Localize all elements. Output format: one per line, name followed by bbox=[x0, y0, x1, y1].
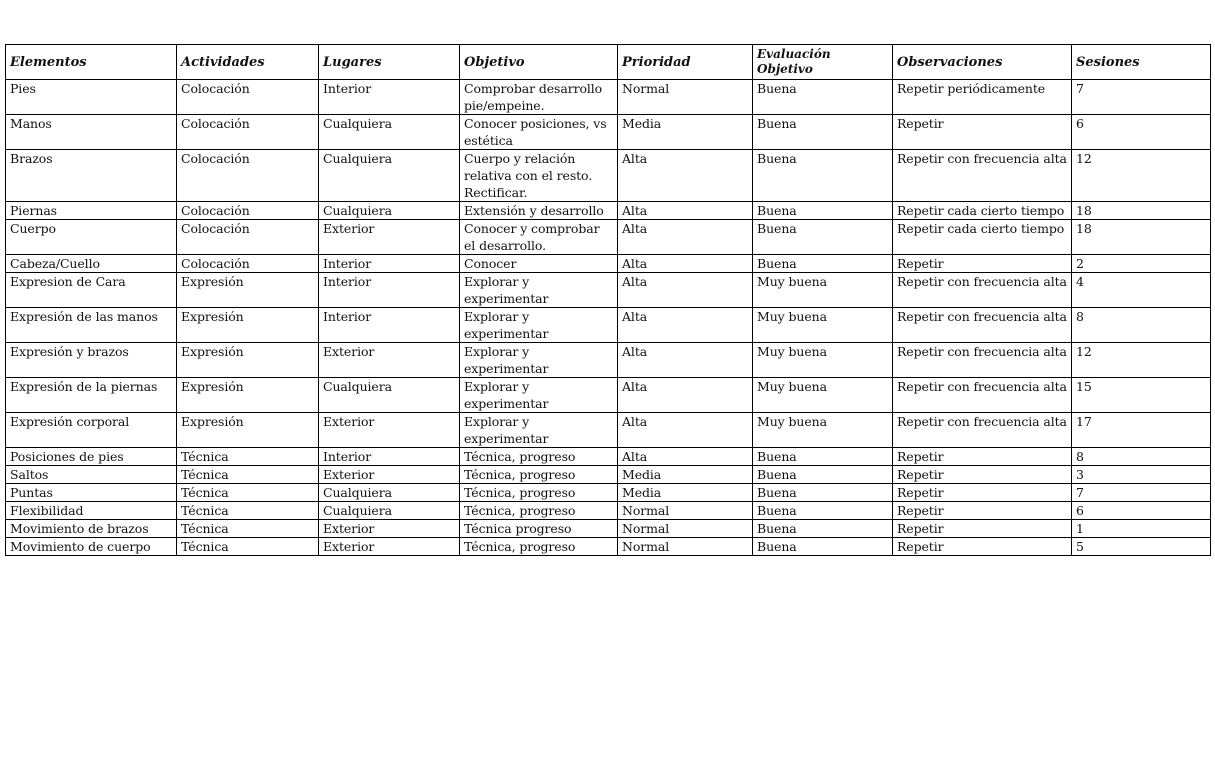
cell-elemento: Pies bbox=[6, 80, 177, 115]
cell-observaciones: Repetir con frecuencia alta bbox=[893, 378, 1072, 413]
cell-actividad: Técnica bbox=[177, 466, 319, 484]
cell-prioridad: Alta bbox=[618, 448, 753, 466]
cell-objetivo: Extensión y desarrollo bbox=[460, 202, 618, 220]
cell-evaluacion: Buena bbox=[753, 80, 893, 115]
cell-objetivo: Explorar y experimentar bbox=[460, 413, 618, 448]
cell-lugar: Interior bbox=[319, 255, 460, 273]
cell-evaluacion: Buena bbox=[753, 448, 893, 466]
table-row bbox=[6, 150, 1211, 202]
cell-evaluacion: Buena bbox=[753, 202, 893, 220]
cell-objetivo: Explorar y experimentar bbox=[460, 343, 618, 378]
cell-elemento: Saltos bbox=[6, 466, 177, 484]
cell-lugar: Cualquiera bbox=[319, 150, 460, 202]
cell-sesiones: 7 bbox=[1072, 484, 1211, 502]
cell-prioridad: Alta bbox=[618, 308, 753, 343]
cell-actividad: Técnica bbox=[177, 520, 319, 538]
sessions-table bbox=[5, 44, 1211, 556]
cell-actividad: Técnica bbox=[177, 502, 319, 520]
cell-sesiones: 17 bbox=[1072, 413, 1211, 448]
table-row bbox=[6, 273, 1211, 308]
cell-evaluacion: Muy buena bbox=[753, 378, 893, 413]
cell-prioridad: Media bbox=[618, 466, 753, 484]
cell-elemento: Brazos bbox=[6, 150, 177, 202]
cell-prioridad: Alta bbox=[618, 150, 753, 202]
cell-sesiones: 5 bbox=[1072, 538, 1211, 556]
cell-prioridad: Alta bbox=[618, 413, 753, 448]
cell-elemento: Piernas bbox=[6, 202, 177, 220]
cell-elemento: Posiciones de pies bbox=[6, 448, 177, 466]
cell-objetivo: Explorar y experimentar bbox=[460, 378, 618, 413]
table-row bbox=[6, 378, 1211, 413]
cell-actividad: Colocación bbox=[177, 115, 319, 150]
cell-actividad: Expresión bbox=[177, 273, 319, 308]
header-elementos: Elementos bbox=[6, 45, 177, 80]
cell-actividad: Colocación bbox=[177, 150, 319, 202]
cell-elemento: Movimiento de brazos bbox=[6, 520, 177, 538]
cell-observaciones: Repetir bbox=[893, 255, 1072, 273]
table-row bbox=[6, 484, 1211, 502]
cell-sesiones: 18 bbox=[1072, 220, 1211, 255]
table-row bbox=[6, 80, 1211, 115]
cell-prioridad: Media bbox=[618, 115, 753, 150]
cell-lugar: Interior bbox=[319, 308, 460, 343]
cell-objetivo: Técnica, progreso bbox=[460, 466, 618, 484]
cell-observaciones: Repetir con frecuencia alta bbox=[893, 343, 1072, 378]
cell-actividad: Colocación bbox=[177, 80, 319, 115]
cell-objetivo: Cuerpo y relación relativa con el resto. Rectificar. bbox=[460, 150, 618, 202]
cell-observaciones: Repetir con frecuencia alta bbox=[893, 273, 1072, 308]
table-row bbox=[6, 466, 1211, 484]
cell-evaluacion: Muy buena bbox=[753, 273, 893, 308]
cell-sesiones: 6 bbox=[1072, 502, 1211, 520]
cell-lugar: Cualquiera bbox=[319, 502, 460, 520]
cell-observaciones: Repetir bbox=[893, 115, 1072, 150]
cell-prioridad: Normal bbox=[618, 502, 753, 520]
cell-prioridad: Alta bbox=[618, 202, 753, 220]
header-evaluacion-objetivo: Evaluación Objetivo bbox=[753, 45, 893, 80]
cell-evaluacion: Muy buena bbox=[753, 308, 893, 343]
cell-sesiones: 15 bbox=[1072, 378, 1211, 413]
cell-prioridad: Normal bbox=[618, 520, 753, 538]
cell-evaluacion: Buena bbox=[753, 115, 893, 150]
cell-lugar: Interior bbox=[319, 273, 460, 308]
table-row bbox=[6, 308, 1211, 343]
cell-prioridad: Alta bbox=[618, 220, 753, 255]
cell-evaluacion: Muy buena bbox=[753, 343, 893, 378]
cell-elemento: Movimiento de cuerpo bbox=[6, 538, 177, 556]
header-row bbox=[6, 45, 1211, 80]
cell-observaciones: Repetir cada cierto tiempo bbox=[893, 220, 1072, 255]
cell-lugar: Cualquiera bbox=[319, 484, 460, 502]
cell-objetivo: Técnica, progreso bbox=[460, 448, 618, 466]
cell-sesiones: 4 bbox=[1072, 273, 1211, 308]
cell-lugar: Exterior bbox=[319, 466, 460, 484]
cell-prioridad: Alta bbox=[618, 378, 753, 413]
cell-observaciones: Repetir bbox=[893, 538, 1072, 556]
cell-elemento: Expresión de la piernas bbox=[6, 378, 177, 413]
cell-evaluacion: Buena bbox=[753, 484, 893, 502]
cell-lugar: Cualquiera bbox=[319, 202, 460, 220]
cell-objetivo: Técnica progreso bbox=[460, 520, 618, 538]
cell-elemento: Expresión y brazos bbox=[6, 343, 177, 378]
cell-observaciones: Repetir con frecuencia alta bbox=[893, 150, 1072, 202]
cell-lugar: Exterior bbox=[319, 520, 460, 538]
cell-observaciones: Repetir cada cierto tiempo bbox=[893, 202, 1072, 220]
header-objetivo: Objetivo bbox=[460, 45, 618, 80]
cell-elemento: Expresión de las manos bbox=[6, 308, 177, 343]
cell-observaciones: Repetir bbox=[893, 520, 1072, 538]
cell-sesiones: 12 bbox=[1072, 150, 1211, 202]
table-row bbox=[6, 502, 1211, 520]
cell-lugar: Exterior bbox=[319, 220, 460, 255]
cell-elemento: Expresión corporal bbox=[6, 413, 177, 448]
cell-lugar: Interior bbox=[319, 80, 460, 115]
cell-lugar: Exterior bbox=[319, 538, 460, 556]
cell-evaluacion: Buena bbox=[753, 255, 893, 273]
cell-evaluacion: Buena bbox=[753, 502, 893, 520]
header-prioridad: Prioridad bbox=[618, 45, 753, 80]
cell-objetivo: Conocer bbox=[460, 255, 618, 273]
cell-evaluacion: Buena bbox=[753, 220, 893, 255]
cell-actividad: Expresión bbox=[177, 343, 319, 378]
cell-elemento: Cabeza/Cuello bbox=[6, 255, 177, 273]
cell-observaciones: Repetir bbox=[893, 502, 1072, 520]
cell-evaluacion: Muy buena bbox=[753, 413, 893, 448]
cell-objetivo: Comprobar desarrollo pie/empeine. bbox=[460, 80, 618, 115]
table-row bbox=[6, 343, 1211, 378]
cell-sesiones: 3 bbox=[1072, 466, 1211, 484]
table-row bbox=[6, 202, 1211, 220]
cell-actividad: Técnica bbox=[177, 448, 319, 466]
cell-objetivo: Conocer y comprobar el desarrollo. bbox=[460, 220, 618, 255]
table-row bbox=[6, 220, 1211, 255]
cell-lugar: Exterior bbox=[319, 413, 460, 448]
cell-elemento: Expresion de Cara bbox=[6, 273, 177, 308]
cell-lugar: Exterior bbox=[319, 343, 460, 378]
cell-objetivo: Técnica, progreso bbox=[460, 502, 618, 520]
cell-observaciones: Repetir bbox=[893, 466, 1072, 484]
cell-sesiones: 8 bbox=[1072, 308, 1211, 343]
cell-observaciones: Repetir con frecuencia alta bbox=[893, 308, 1072, 343]
cell-sesiones: 1 bbox=[1072, 520, 1211, 538]
cell-actividad: Técnica bbox=[177, 538, 319, 556]
cell-objetivo: Explorar y experimentar bbox=[460, 308, 618, 343]
cell-prioridad: Alta bbox=[618, 273, 753, 308]
cell-elemento: Cuerpo bbox=[6, 220, 177, 255]
cell-evaluacion: Buena bbox=[753, 150, 893, 202]
cell-elemento: Flexibilidad bbox=[6, 502, 177, 520]
cell-observaciones: Repetir periódicamente bbox=[893, 80, 1072, 115]
table-body bbox=[6, 80, 1211, 556]
cell-observaciones: Repetir con frecuencia alta bbox=[893, 413, 1072, 448]
cell-evaluacion: Buena bbox=[753, 466, 893, 484]
cell-sesiones: 18 bbox=[1072, 202, 1211, 220]
cell-evaluacion: Buena bbox=[753, 538, 893, 556]
cell-actividad: Expresión bbox=[177, 378, 319, 413]
header-sesiones: Sesiones bbox=[1072, 45, 1211, 80]
cell-sesiones: 2 bbox=[1072, 255, 1211, 273]
cell-elemento: Manos bbox=[6, 115, 177, 150]
table-row bbox=[6, 115, 1211, 150]
cell-actividad: Colocación bbox=[177, 220, 319, 255]
header-observaciones: Observaciones bbox=[893, 45, 1072, 80]
cell-lugar: Interior bbox=[319, 448, 460, 466]
cell-objetivo: Técnica, progreso bbox=[460, 484, 618, 502]
cell-objetivo: Conocer posiciones, vs estética bbox=[460, 115, 618, 150]
table-row bbox=[6, 448, 1211, 466]
table-row bbox=[6, 255, 1211, 273]
table-row bbox=[6, 520, 1211, 538]
cell-prioridad: Alta bbox=[618, 255, 753, 273]
cell-sesiones: 6 bbox=[1072, 115, 1211, 150]
cell-actividad: Expresión bbox=[177, 413, 319, 448]
cell-objetivo: Explorar y experimentar bbox=[460, 273, 618, 308]
cell-actividad: Colocación bbox=[177, 255, 319, 273]
cell-lugar: Cualquiera bbox=[319, 378, 460, 413]
cell-evaluacion: Buena bbox=[753, 520, 893, 538]
cell-observaciones: Repetir bbox=[893, 448, 1072, 466]
cell-actividad: Expresión bbox=[177, 308, 319, 343]
cell-sesiones: 8 bbox=[1072, 448, 1211, 466]
header-actividades: Actividades bbox=[177, 45, 319, 80]
cell-lugar: Cualquiera bbox=[319, 115, 460, 150]
cell-observaciones: Repetir bbox=[893, 484, 1072, 502]
cell-actividad: Colocación bbox=[177, 202, 319, 220]
cell-prioridad: Normal bbox=[618, 538, 753, 556]
cell-sesiones: 7 bbox=[1072, 80, 1211, 115]
cell-prioridad: Normal bbox=[618, 80, 753, 115]
table-row bbox=[6, 413, 1211, 448]
cell-objetivo: Técnica, progreso bbox=[460, 538, 618, 556]
cell-elemento: Puntas bbox=[6, 484, 177, 502]
cell-prioridad: Media bbox=[618, 484, 753, 502]
table-row bbox=[6, 538, 1211, 556]
cell-prioridad: Alta bbox=[618, 343, 753, 378]
cell-sesiones: 12 bbox=[1072, 343, 1211, 378]
cell-actividad: Técnica bbox=[177, 484, 319, 502]
header-lugares: Lugares bbox=[319, 45, 460, 80]
